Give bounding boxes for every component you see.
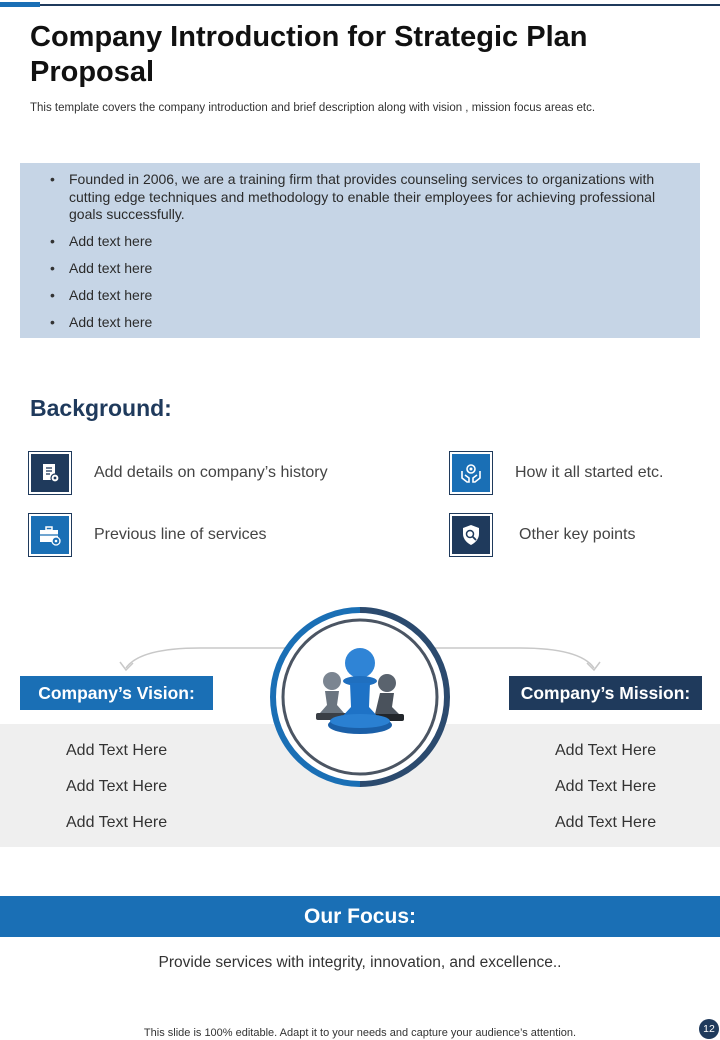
intro-bullet: • Add text here bbox=[48, 314, 680, 332]
mission-title: Company’s Mission: bbox=[509, 676, 702, 710]
shield-search-icon bbox=[459, 523, 483, 547]
footer-note: This slide is 100% editable. Adapt it to your needs and capture your audience’s attention. bbox=[143, 1027, 577, 1039]
top-rule bbox=[0, 4, 720, 6]
chess-pawns-icon bbox=[270, 607, 450, 787]
background-item-label: Add details on company’s history bbox=[94, 464, 328, 481]
background-icon-frame bbox=[449, 513, 493, 557]
background-item-label: Previous line of services bbox=[94, 526, 267, 543]
focus-statement: Provide services with integrity, innovation, and excellence.. bbox=[158, 954, 562, 971]
document-gear-icon bbox=[39, 462, 61, 484]
vision-item: Add Text Here bbox=[66, 742, 168, 759]
mission-list bbox=[555, 743, 656, 851]
page-title: Company Introduction for Strategic Plan Proposal bbox=[30, 21, 588, 88]
intro-bullet: • Add text here bbox=[48, 287, 680, 305]
mission-item: Add Text Here bbox=[555, 814, 657, 831]
vision-item: Add Text Here bbox=[66, 814, 168, 831]
vision-list bbox=[66, 743, 167, 851]
mission-item: Add Text Here bbox=[555, 778, 657, 795]
background-item-history bbox=[28, 451, 328, 495]
background-icon-frame bbox=[28, 513, 72, 557]
intro-bullet: • Add text here bbox=[48, 233, 680, 251]
intro-bullet-list bbox=[48, 171, 680, 332]
focus-heading: Our Focus: bbox=[0, 896, 720, 937]
background-icon-frame bbox=[449, 451, 493, 495]
background-item-key-points bbox=[449, 513, 636, 557]
page-number-badge: 12 bbox=[699, 1019, 719, 1039]
hands-gear-icon bbox=[459, 461, 483, 485]
background-heading: Background: bbox=[30, 395, 172, 421]
background-item-label: How it all started etc. bbox=[515, 464, 664, 481]
background-item-label: Other key points bbox=[519, 526, 636, 543]
top-accent-bar bbox=[0, 2, 40, 7]
mission-item: Add Text Here bbox=[555, 742, 657, 759]
background-item-origin bbox=[449, 451, 664, 495]
vision-title: Company’s Vision: bbox=[20, 676, 213, 710]
background-item-services bbox=[28, 513, 267, 557]
intro-bullet: • Founded in 2006, we are a training firm that provides counseling services to organizations with cutting edge techniques and methodology to enable their employees for achieving professional goals successfully. bbox=[48, 171, 680, 224]
vision-item: Add Text Here bbox=[66, 778, 168, 795]
background-icon-frame bbox=[28, 451, 72, 495]
page-subtitle: This template covers the company introduction and brief description along with vision , mission focus areas etc. bbox=[30, 102, 596, 114]
intro-panel bbox=[20, 163, 700, 338]
briefcase-gear-icon bbox=[38, 523, 62, 547]
intro-bullet: • Add text here bbox=[48, 260, 680, 278]
